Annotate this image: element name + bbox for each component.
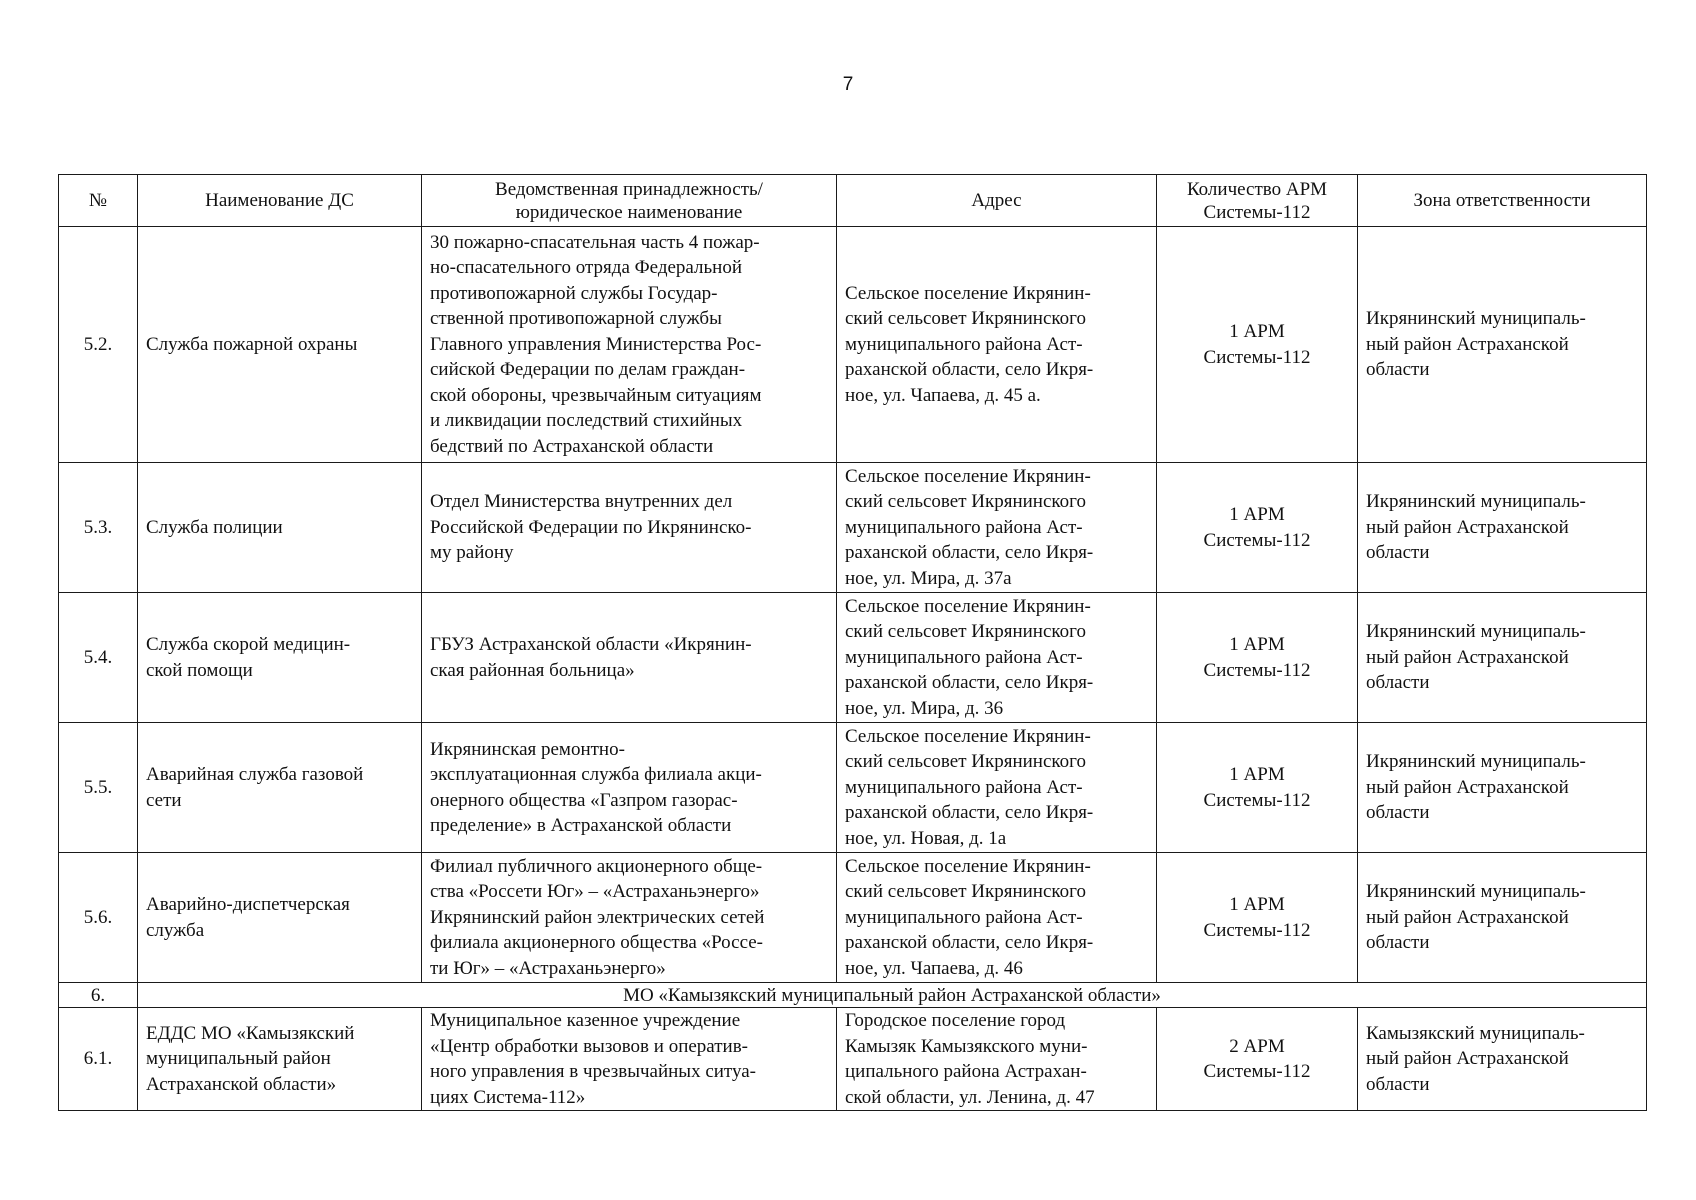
department: Муниципальное казенное учреждение «Центр обработки вызовов и оператив- ного управления в чрезвычайных ситуа- циях Система-112» [422,1008,837,1111]
duty-services-table [58,174,1647,1111]
arm-count: 2 АРМ Системы-112 [1157,1008,1358,1111]
row-number: 5.6. [59,853,138,983]
table-row [59,593,1647,723]
group-row [59,983,1647,1008]
address: Сельское поселение Икрянин- ский сельсовет Икрянинского муниципального района Аст- раханской области, село Икря- ное, ул. Новая, д. 1а [837,723,1157,853]
responsibility-zone: Икрянинский муниципаль- ный район Астраханской области [1358,593,1647,723]
service-name: ЕДДС МО «Камызякский муниципальный район Астраханской области» [138,1008,422,1111]
table-row [59,463,1647,593]
arm-count: 1 АРМ Системы-112 [1157,463,1358,593]
arm-count: 1 АРМ Системы-112 [1157,227,1358,463]
table-row [59,227,1647,463]
row-number: 5.3. [59,463,138,593]
department: Отдел Министерства внутренних дел Российской Федерации по Икрянинско- му району [422,463,837,593]
row-number: 5.5. [59,723,138,853]
header-number: № [59,175,138,227]
arm-count: 1 АРМ Системы-112 [1157,593,1358,723]
arm-count: 1 АРМ Системы-112 [1157,723,1358,853]
row-number: 5.4. [59,593,138,723]
service-name: Служба полиции [138,463,422,593]
service-name: Служба пожарной охраны [138,227,422,463]
header-address: Адрес [837,175,1157,227]
department: ГБУЗ Астраханской области «Икрянин- ская районная больница» [422,593,837,723]
service-name: Аварийно-диспетчерская служба [138,853,422,983]
table-row [59,853,1647,983]
address: Сельское поселение Икрянин- ский сельсовет Икрянинского муниципального района Аст- раханской области, село Икря- ное, ул. Чапаева, д. 46 [837,853,1157,983]
address: Сельское поселение Икрянин- ский сельсовет Икрянинского муниципального района Аст- раханской области, село Икря- ное, ул. Чапаева, д. 45 а. [837,227,1157,463]
responsibility-zone: Икрянинский муниципаль- ный район Астраханской области [1358,723,1647,853]
group-title: МО «Камызякский муниципальный район Астраханской области» [138,983,1647,1008]
responsibility-zone: Камызякский муниципаль- ный район Астраханской области [1358,1008,1647,1111]
group-number: 6. [59,983,138,1008]
department: 30 пожарно-спасательная часть 4 пожар- но-спасательного отряда Федеральной противопожарной службы Государ- ственной противопожарной службы Главного управления Министерства Рос- сийской Федерации по делам граждан- ской обороны, чрезвычайным ситуациям и ликвидации последствий стихийных бедствий по Астраханской области [422,227,837,463]
row-number: 5.2. [59,227,138,463]
address: Городское поселение город Камызяк Камызякского муни- ципального района Астрахан- ской области, ул. Ленина, д. 47 [837,1008,1157,1111]
arm-count: 1 АРМ Системы-112 [1157,853,1358,983]
service-name: Служба скорой медицин- ской помощи [138,593,422,723]
responsibility-zone: Икрянинский муниципаль- ный район Астраханской области [1358,853,1647,983]
responsibility-zone: Икрянинский муниципаль- ный район Астраханской области [1358,227,1647,463]
address: Сельское поселение Икрянин- ский сельсовет Икрянинского муниципального района Аст- раханской области, село Икря- ное, ул. Мира, д. 36 [837,593,1157,723]
table-row [59,1008,1647,1111]
row-number: 6.1. [59,1008,138,1111]
header-department: Ведомственная принадлежность/ юридическое наименование [422,175,837,227]
table-header-row [59,175,1647,227]
responsibility-zone: Икрянинский муниципаль- ный район Астраханской области [1358,463,1647,593]
page-number: 7 [842,74,854,95]
department: Икрянинская ремонтно- эксплуатационная служба филиала акци- онерного общества «Газпром газорас- пределение» в Астраханской области [422,723,837,853]
service-name: Аварийная служба газовой сети [138,723,422,853]
header-responsibility-zone: Зона ответственности [1358,175,1647,227]
table-row [59,723,1647,853]
address: Сельское поселение Икрянин- ский сельсовет Икрянинского муниципального района Аст- раханской области, село Икря- ное, ул. Мира, д. 37а [837,463,1157,593]
department: Филиал публичного акционерного обще- ства «Россети Юг» – «Астраханьэнерго» Икрянинский район электрических сетей филиала акционерного общества «Россе- ти Юг» – «Астраханьэнерго» [422,853,837,983]
header-name: Наименование ДС [138,175,422,227]
header-arm-count: Количество АРМ Системы-112 [1157,175,1358,227]
